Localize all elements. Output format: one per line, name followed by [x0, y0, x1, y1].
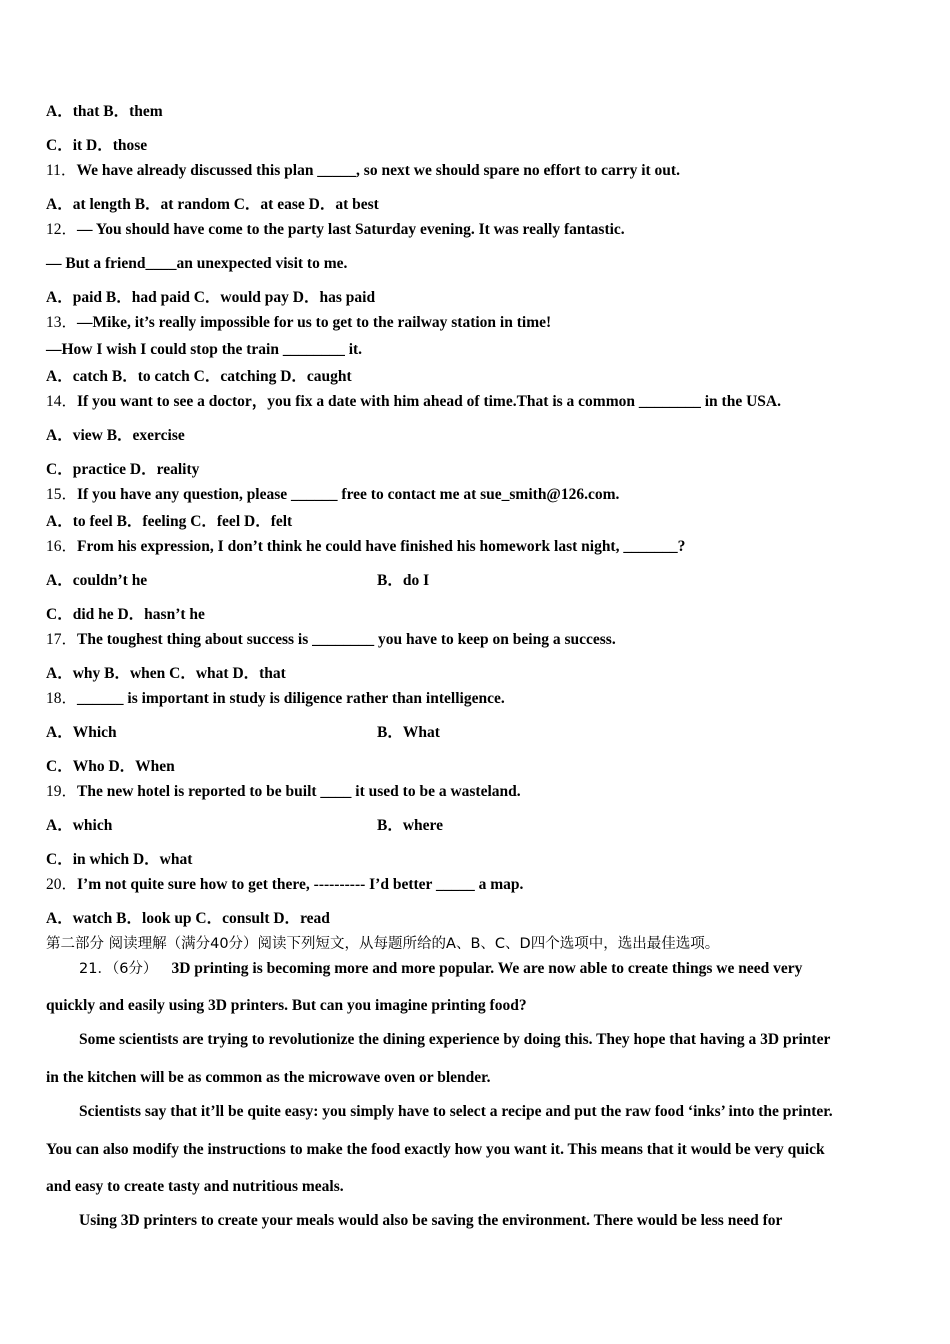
q18-option-a: A．Which	[46, 724, 117, 741]
passage-21-line	[79, 959, 802, 979]
question-number: 17．	[46, 631, 78, 648]
q18-options-cd: C．Who D．When	[46, 758, 175, 775]
q10-options-cd: C．it D．those	[46, 137, 148, 154]
question-number: 15．	[46, 486, 78, 503]
question-text: The toughest thing about success is ________ you have to keep on being a success.	[77, 631, 616, 648]
q19-option-b: B．where	[377, 817, 444, 834]
question-text: I’m not quite sure how to get there, ---------- I’d better _____ a map.	[77, 876, 524, 893]
q18-option-b: B．What	[377, 724, 440, 741]
passage-line: You can also modify the instructions to make the food exactly how you want it. This means that it would be very quick	[46, 1141, 825, 1158]
passage-line: Some scientists are trying to revolutionize the dining experience by doing this. They hope that having a 3D printer	[79, 1031, 831, 1048]
question-number: 13．	[46, 314, 78, 331]
passage-line: quickly and easily using 3D printers. But can you imagine printing food?	[46, 997, 527, 1014]
q12-dialogue: — But a friend____an unexpected visit to me.	[46, 255, 348, 272]
question-number: 16．	[46, 538, 78, 555]
question-20	[46, 875, 523, 895]
question-17	[46, 630, 616, 650]
q11-options: A．at length B．at random C．at ease D．at best	[46, 196, 379, 213]
passage-line: Scientists say that it’ll be quite easy: you simply have to select a recipe and put the raw food ‘inks’ into the printer.	[79, 1103, 833, 1120]
q16-option-a: A．couldn’t he	[46, 572, 148, 589]
question-19	[46, 782, 521, 802]
q15-options: A．to feel B．feeling C．feel D．felt	[46, 513, 293, 530]
q16-option-b: B．do I	[377, 572, 430, 589]
question-text: The new hotel is reported to be built ____ it used to be a wasteland.	[77, 783, 521, 800]
question-14	[46, 392, 781, 412]
question-13	[46, 313, 551, 333]
question-text: We have already discussed this plan _____, so next we should spare no effort to carry it out.	[76, 162, 680, 179]
section-heading-part2: 第二部分 阅读理解（满分40分）阅读下列短文，从每题所给的A、B、C、D四个选项中，选出最佳选项。	[46, 936, 720, 952]
q13-options: A．catch B．to catch C．catching D．caught	[46, 368, 352, 385]
q19-options-cd: C．in which D．what	[46, 851, 193, 868]
question-number: 21．（6分）	[79, 961, 158, 977]
question-text: ______ is important in study is diligence rather than intelligence.	[77, 690, 505, 707]
question-text: If you have any question, please ______ free to contact me at sue_smith@126.com.	[77, 486, 620, 503]
question-11	[46, 161, 680, 181]
q14-options-ab: A．view B．exercise	[46, 427, 185, 444]
q20-options: A．watch B．look up C．consult D．read	[46, 910, 330, 927]
question-number: 19．	[46, 783, 78, 800]
question-text: — You should have come to the party last Saturday evening. It was really fantastic.	[77, 221, 625, 238]
passage-line: in the kitchen will be as common as the microwave oven or blender.	[46, 1069, 491, 1086]
question-18	[46, 689, 505, 709]
question-number: 20．	[46, 876, 78, 893]
question-text: From his expression, I don’t think he could have finished his homework last night, _______?	[77, 538, 686, 555]
passage-text: 3D printing is becoming more and more popular. We are now able to create things we need very	[171, 960, 803, 977]
question-number: 12．	[46, 221, 78, 238]
question-16	[46, 537, 685, 557]
passage-line: Using 3D printers to create your meals would also be saving the environment. There would be less need for	[79, 1212, 783, 1229]
question-12	[46, 220, 625, 240]
question-15	[46, 485, 619, 505]
question-text: If you want to see a doctor，you fix a date with him ahead of time.That is a common ________ in the USA.	[77, 393, 781, 410]
q16-options-cd: C．did he D．hasn’t he	[46, 606, 205, 623]
question-text: —Mike, it’s really impossible for us to get to the railway station in time!	[77, 314, 552, 331]
q14-options-cd: C．practice D．reality	[46, 461, 200, 478]
q17-options: A．why B．when C．what D．that	[46, 665, 286, 682]
q13-dialogue: —How I wish I could stop the train ________ it.	[46, 341, 363, 358]
q12-options: A．paid B．had paid C．would pay D．has paid	[46, 289, 376, 306]
q10-options-ab: A．that B．them	[46, 103, 163, 120]
q19-option-a: A．which	[46, 817, 113, 834]
passage-line: and easy to create tasty and nutritious meals.	[46, 1178, 344, 1195]
question-number: 18．	[46, 690, 78, 707]
question-number: 14．	[46, 393, 78, 410]
question-number: 11．	[46, 162, 77, 179]
